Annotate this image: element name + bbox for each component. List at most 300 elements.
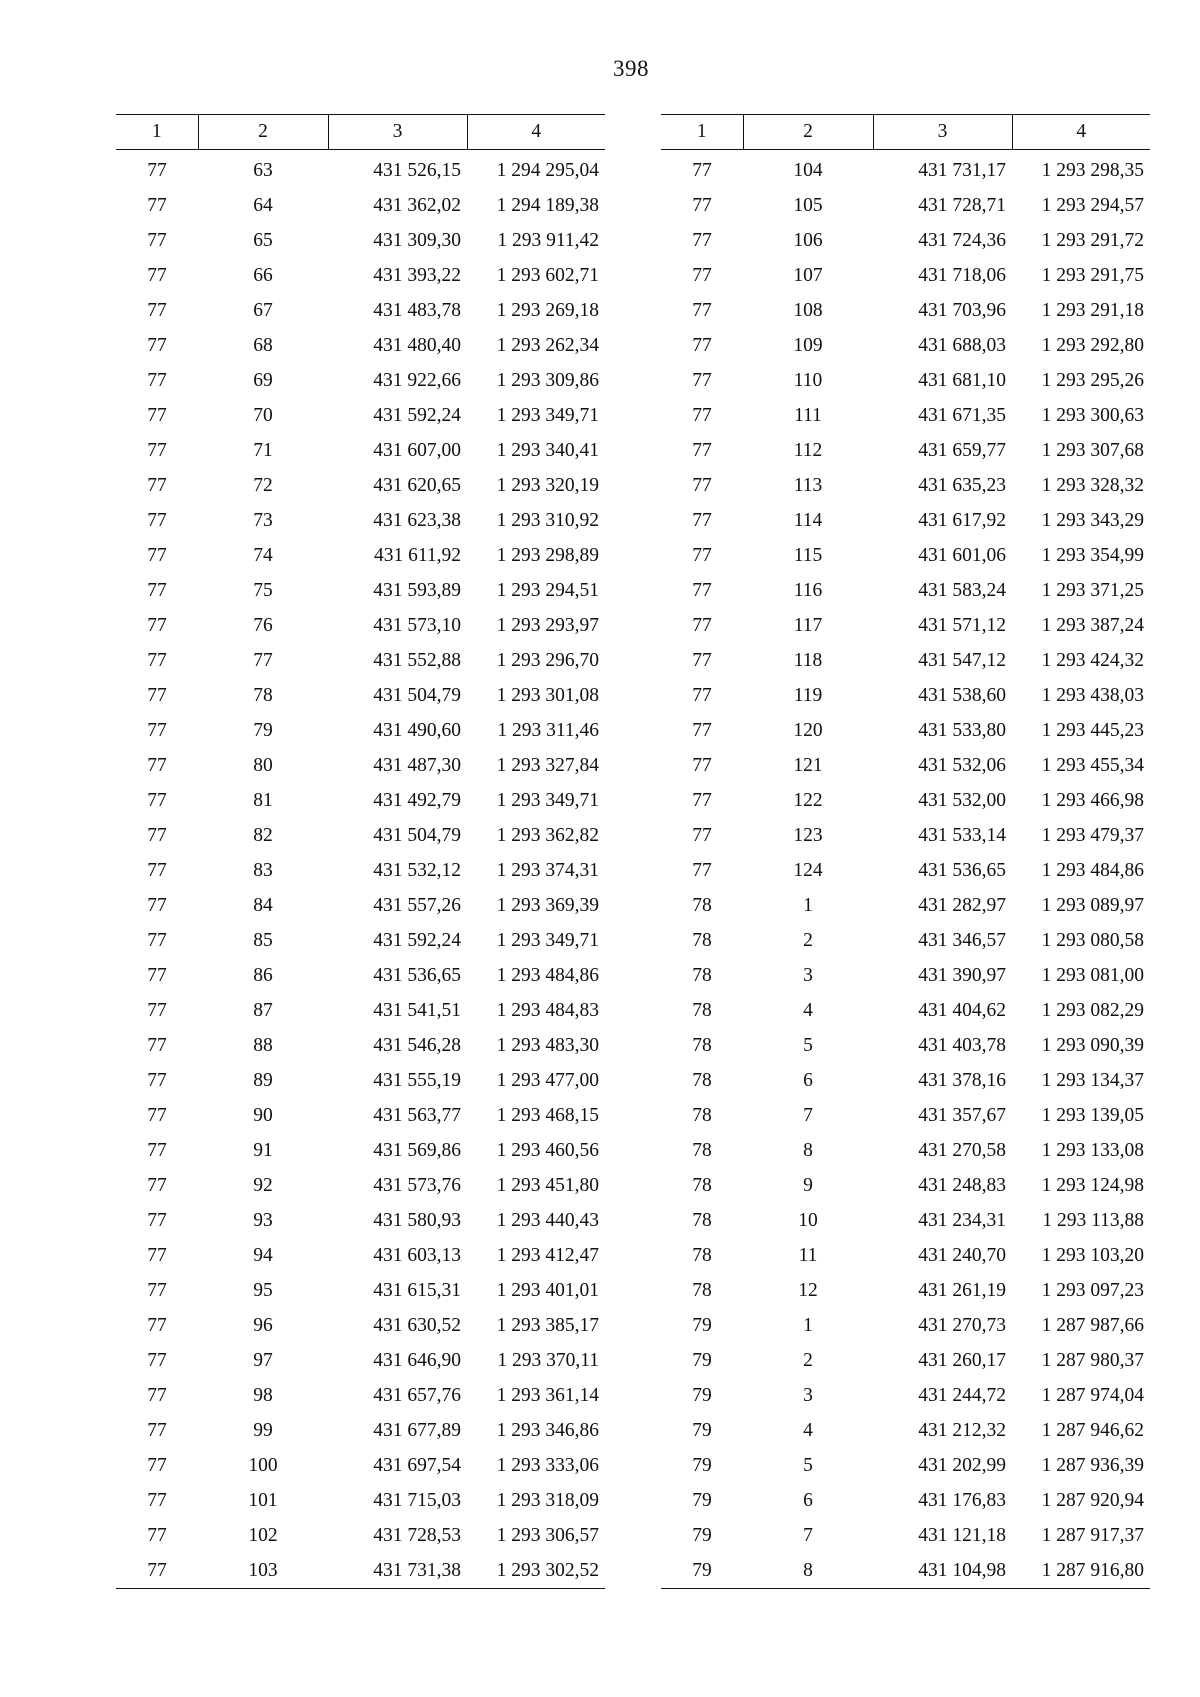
table-cell: 77: [692, 579, 712, 601]
table-row: [661, 783, 1150, 818]
table-cell: 431 483,78: [373, 299, 461, 321]
table-cell: 431 490,60: [373, 719, 461, 741]
table-cell: 84: [253, 894, 273, 916]
table-row: [116, 1273, 605, 1308]
table-cell: 2: [803, 929, 813, 951]
table-cell: 77: [147, 1384, 167, 1406]
table-cell: 1 293 318,09: [496, 1489, 599, 1511]
table-cell: 122: [793, 789, 823, 811]
table-cell: 1 293 310,92: [496, 509, 599, 531]
table-cell: 431 234,31: [918, 1209, 1006, 1231]
table-cell: 431 260,17: [918, 1349, 1006, 1371]
table-cell: 431 504,79: [373, 684, 461, 706]
table-row: [661, 1448, 1150, 1483]
table-cell: 431 393,22: [373, 264, 461, 286]
table-cell: 77: [147, 859, 167, 881]
table-cell: 431 261,19: [918, 1279, 1006, 1301]
table-cell: 1 293 466,98: [1041, 789, 1144, 811]
table-cell: 98: [253, 1384, 273, 1406]
table-cell: 77: [253, 649, 273, 671]
table-row: [116, 958, 605, 993]
table-row: [116, 293, 605, 328]
table-cell: 431 573,10: [373, 614, 461, 636]
table-cell: 94: [253, 1244, 273, 1266]
table-cell: 1 293 103,20: [1041, 1244, 1144, 1266]
table-cell: 1 293 113,88: [1042, 1209, 1144, 1231]
table-cell: 1 293 602,71: [496, 264, 599, 286]
table-row: [116, 1098, 605, 1133]
table-cell: 1 293 262,34: [496, 334, 599, 356]
table-cell: 88: [253, 1034, 273, 1056]
table-cell: 74: [253, 544, 273, 566]
table-cell: 1 293 460,56: [496, 1139, 599, 1161]
table-cell: 77: [147, 964, 167, 986]
table-row: [661, 538, 1150, 573]
table-cell: 77: [692, 859, 712, 881]
table-cell: 115: [793, 544, 823, 566]
table-cell: 78: [692, 1069, 712, 1091]
table-cell: 431 282,97: [918, 894, 1006, 916]
table-cell: 431 731,17: [918, 159, 1006, 181]
table-cell: 112: [793, 439, 823, 461]
table-cell: 77: [147, 334, 167, 356]
table-cell: 3: [803, 964, 813, 986]
table-row: [116, 1238, 605, 1273]
table-cell: 105: [793, 194, 823, 216]
table-cell: 77: [147, 1524, 167, 1546]
table-cell: 77: [147, 1209, 167, 1231]
table-row: [661, 608, 1150, 643]
table-cell: 1 293 306,57: [496, 1524, 599, 1546]
table-cell: 431 607,00: [373, 439, 461, 461]
table-header-row: [116, 115, 605, 150]
page-number: 398: [613, 56, 649, 81]
table-cell: 77: [147, 894, 167, 916]
table-cell: 8: [803, 1139, 813, 1161]
table-cell: 77: [147, 1279, 167, 1301]
table-row: [116, 188, 605, 223]
table-cell: 1 293 483,30: [496, 1034, 599, 1056]
table-cell: 431 546,28: [373, 1034, 461, 1056]
table-cell: 431 724,36: [918, 229, 1006, 251]
table-row: [116, 573, 605, 608]
table-row: [661, 713, 1150, 748]
table-cell: 431 357,67: [918, 1104, 1006, 1126]
table-row: [661, 1238, 1150, 1273]
table-cell: 8: [743, 1553, 873, 1589]
table-cell: 431 533,14: [918, 824, 1006, 846]
table-cell: 77: [692, 159, 712, 181]
table-cell: 77: [147, 544, 167, 566]
table-cell: 431 630,52: [373, 1314, 461, 1336]
table-cell: 77: [692, 649, 712, 671]
table-cell: 77: [692, 369, 712, 391]
table-cell: 431 378,16: [918, 1069, 1006, 1091]
table-cell: 77: [147, 474, 167, 496]
table-cell: 77: [147, 1419, 167, 1441]
table-cell: 431 270,73: [918, 1314, 1006, 1336]
table-row: [661, 468, 1150, 503]
table-cell: 1 293 479,37: [1041, 824, 1144, 846]
table-cell: 431 240,70: [918, 1244, 1006, 1266]
table-row: [116, 468, 605, 503]
table-cell: 431 671,35: [918, 404, 1006, 426]
table-row: [116, 258, 605, 293]
table-cell: 431 635,23: [918, 474, 1006, 496]
table-cell: 1 293 361,14: [496, 1384, 599, 1406]
table-cell: 78: [692, 1174, 712, 1196]
table-cell: 77: [147, 684, 167, 706]
table-cell: 66: [253, 264, 273, 286]
table-cell: 79: [692, 1384, 712, 1406]
table-cell: 79: [692, 1454, 712, 1476]
table-cell: 1 293 374,31: [496, 859, 599, 881]
table-row: [116, 1343, 605, 1378]
table-cell: 78: [692, 1209, 712, 1231]
table-cell: 69: [253, 369, 273, 391]
table-cell: 77: [147, 1454, 167, 1476]
table-cell: 431 538,60: [918, 684, 1006, 706]
table-cell: 77: [147, 754, 167, 776]
table-cell: 78: [692, 1244, 712, 1266]
table-row: [116, 643, 605, 678]
table-cell: 118: [793, 649, 823, 671]
table-cell: 63: [253, 159, 273, 181]
table-cell: 91: [253, 1139, 273, 1161]
table-cell: 79: [661, 1553, 743, 1589]
table-cell: 1 293 340,41: [496, 439, 599, 461]
table-cell: 1 293 440,43: [496, 1209, 599, 1231]
table-cell: 431 611,92: [373, 544, 461, 566]
table-cell: 77: [147, 1104, 167, 1126]
column-header: 4: [1012, 115, 1150, 150]
table-cell: 431 715,03: [373, 1489, 461, 1511]
table-cell: 1 287 974,04: [1041, 1384, 1144, 1406]
table-cell: 77: [692, 474, 712, 496]
table-cell: 1 293 133,08: [1041, 1139, 1144, 1161]
table-cell: 1 293 327,84: [496, 754, 599, 776]
table-row: [116, 923, 605, 958]
table-cell: 431 697,54: [373, 1454, 461, 1476]
table-cell: 1 293 296,70: [496, 649, 599, 671]
table-cell: 431 603,13: [373, 1244, 461, 1266]
table-cell: 1 287 980,37: [1041, 1349, 1144, 1371]
table-row: [116, 1378, 605, 1413]
table-cell: 123: [793, 824, 823, 846]
table-row: [661, 888, 1150, 923]
table-row: [661, 818, 1150, 853]
table-row: [116, 503, 605, 538]
table-cell: 77: [692, 719, 712, 741]
table-row: [116, 1133, 605, 1168]
table-cell: 1 293 343,29: [1041, 509, 1144, 531]
table-cell: 1 293 307,68: [1041, 439, 1144, 461]
column-header: 3: [328, 115, 467, 150]
table-cell: 1 293 455,34: [1041, 754, 1144, 776]
table-cell: 431 623,38: [373, 509, 461, 531]
table-cell: 77: [147, 264, 167, 286]
table-cell: 1 293 302,52: [467, 1553, 605, 1589]
table-row: [661, 573, 1150, 608]
table-cell: 104: [793, 159, 823, 181]
table-row: [116, 1483, 605, 1518]
table-row: [116, 748, 605, 783]
table-cell: 77: [692, 404, 712, 426]
table-cell: 77: [147, 369, 167, 391]
table-row: [116, 1308, 605, 1343]
table-row: [661, 1553, 1150, 1589]
table-cell: 77: [147, 194, 167, 216]
table-cell: 1 293 477,00: [496, 1069, 599, 1091]
table-row: [661, 328, 1150, 363]
table-cell: 1 293 082,29: [1041, 999, 1144, 1021]
table-row: [661, 258, 1150, 293]
table-row: [661, 1483, 1150, 1518]
table-cell: 6: [803, 1069, 813, 1091]
table-row: [661, 923, 1150, 958]
table-cell: 431 541,51: [373, 999, 461, 1021]
table-row: [661, 1518, 1150, 1553]
table-cell: 1 293 294,51: [496, 579, 599, 601]
table-row: [661, 1308, 1150, 1343]
table-cell: 79: [692, 1349, 712, 1371]
table-cell: 78: [692, 999, 712, 1021]
table-row: [661, 1203, 1150, 1238]
table-cell: 1 293 291,72: [1041, 229, 1144, 251]
table-cell: 76: [253, 614, 273, 636]
table-cell: 431 646,90: [373, 1349, 461, 1371]
table-cell: 431 536,65: [918, 859, 1006, 881]
table-cell: 1 293 369,39: [496, 894, 599, 916]
table-cell: 97: [253, 1349, 273, 1371]
table-cell: 77: [692, 544, 712, 566]
table-cell: 1 287 917,37: [1041, 1524, 1144, 1546]
table-cell: 75: [253, 579, 273, 601]
table-cell: 431 731,38: [328, 1553, 467, 1589]
table-cell: 99: [253, 1419, 273, 1441]
table-row: [661, 853, 1150, 888]
table-cell: 83: [253, 859, 273, 881]
table-cell: 431 362,02: [373, 194, 461, 216]
table-row: [116, 433, 605, 468]
table-cell: 1 294 189,38: [496, 194, 599, 216]
table-cell: 6: [803, 1489, 813, 1511]
table-cell: 431 121,18: [918, 1524, 1006, 1546]
table-cell: 1 287 936,39: [1041, 1454, 1144, 1476]
table-cell: 11: [798, 1244, 818, 1266]
table-cell: 7: [803, 1104, 813, 1126]
table-cell: 431 593,89: [373, 579, 461, 601]
table-row: [116, 608, 605, 643]
table-cell: 77: [147, 299, 167, 321]
table-cell: 85: [253, 929, 273, 951]
table-cell: 79: [692, 1314, 712, 1336]
table-cell: 1 293 298,89: [496, 544, 599, 566]
table-cell: 77: [147, 579, 167, 601]
table-row: [661, 293, 1150, 328]
table-cell: 1 287 946,62: [1041, 1419, 1144, 1441]
table-cell: 77: [692, 194, 712, 216]
table-row: [116, 888, 605, 923]
table-cell: 1 293 438,03: [1041, 684, 1144, 706]
column-header: 3: [873, 115, 1012, 150]
table-cell: 79: [692, 1489, 712, 1511]
column-header: 1: [116, 115, 198, 150]
table-cell: 431 563,77: [373, 1104, 461, 1126]
table-cell: 81: [253, 789, 273, 811]
table-cell: 1 293 292,80: [1041, 334, 1144, 356]
table-cell: 431 601,06: [918, 544, 1006, 566]
table-cell: 90: [253, 1104, 273, 1126]
table-cell: 1 293 294,57: [1041, 194, 1144, 216]
table-row: [116, 1063, 605, 1098]
table-row: [661, 223, 1150, 258]
table-cell: 1 287 987,66: [1041, 1314, 1144, 1336]
table-cell: 79: [253, 719, 273, 741]
table-cell: 1 293 412,47: [496, 1244, 599, 1266]
table-cell: 431 583,24: [918, 579, 1006, 601]
table-cell: 431 248,83: [918, 1174, 1006, 1196]
table-cell: 431 552,88: [373, 649, 461, 671]
table-row: [661, 748, 1150, 783]
table-cell: 77: [147, 509, 167, 531]
table-cell: 1 293 080,58: [1041, 929, 1144, 951]
table-cell: 1 287 920,94: [1041, 1489, 1144, 1511]
table-cell: 431 104,98: [873, 1553, 1012, 1589]
table-cell: 431 571,12: [918, 614, 1006, 636]
table-cell: 79: [692, 1419, 712, 1441]
table-cell: 4: [803, 999, 813, 1021]
table-cell: 431 270,58: [918, 1139, 1006, 1161]
table-row: [661, 398, 1150, 433]
table-cell: 77: [147, 1349, 167, 1371]
table-cell: 431 703,96: [918, 299, 1006, 321]
table-cell: 1 293 291,18: [1041, 299, 1144, 321]
table-cell: 73: [253, 509, 273, 531]
table-cell: 431 309,30: [373, 229, 461, 251]
table-cell: 431 681,10: [918, 369, 1006, 391]
table-cell: 77: [147, 439, 167, 461]
table-cell: 431 657,76: [373, 1384, 461, 1406]
table-cell: 431 487,30: [373, 754, 461, 776]
table-row: [661, 363, 1150, 398]
table-cell: 70: [253, 404, 273, 426]
table-cell: 77: [692, 614, 712, 636]
table-row: [661, 1168, 1150, 1203]
table-cell: 77: [147, 649, 167, 671]
table-cell: 431 532,12: [373, 859, 461, 881]
table-row: [661, 1028, 1150, 1063]
table-cell: 101: [248, 1489, 278, 1511]
table-cell: 1 293 401,01: [496, 1279, 599, 1301]
table-cell: 431 659,77: [918, 439, 1006, 461]
table-cell: 1 293 349,71: [496, 929, 599, 951]
table-row: [116, 1553, 605, 1589]
table-cell: 77: [692, 299, 712, 321]
table-cell: 117: [793, 614, 823, 636]
table-cell: 77: [147, 999, 167, 1021]
table-cell: 113: [793, 474, 823, 496]
table-cell: 1 287 916,80: [1012, 1553, 1150, 1589]
table-cell: 77: [692, 684, 712, 706]
table-cell: 114: [793, 509, 823, 531]
table-cell: 106: [793, 229, 823, 251]
table-cell: 77: [147, 614, 167, 636]
table-row: [116, 713, 605, 748]
table-cell: 77: [147, 824, 167, 846]
column-header: 2: [198, 115, 328, 150]
table-cell: 431 592,24: [373, 929, 461, 951]
table-cell: 1 293 362,82: [496, 824, 599, 846]
table-row: [116, 398, 605, 433]
table-cell: 77: [692, 439, 712, 461]
table-cell: 109: [793, 334, 823, 356]
table-cell: 1 293 354,99: [1041, 544, 1144, 566]
table-cell: 78: [692, 1104, 712, 1126]
table-cell: 431 547,12: [918, 649, 1006, 671]
table-row: [661, 503, 1150, 538]
table-cell: 431 480,40: [373, 334, 461, 356]
table-cell: 77: [147, 1174, 167, 1196]
table-cell: 78: [692, 1139, 712, 1161]
table-cell: 1 293 134,37: [1041, 1069, 1144, 1091]
table-cell: 110: [793, 369, 823, 391]
table-row: [116, 678, 605, 713]
table-cell: 78: [692, 1279, 712, 1301]
table-row: [661, 678, 1150, 713]
table-cell: 78: [692, 894, 712, 916]
table-cell: 124: [793, 859, 823, 881]
table-cell: 431 202,99: [918, 1454, 1006, 1476]
table-cell: 1 293 484,86: [496, 964, 599, 986]
table-cell: 431 922,66: [373, 369, 461, 391]
table-cell: 1 293 311,46: [497, 719, 599, 741]
table-cell: 431 176,83: [918, 1489, 1006, 1511]
table-row: [661, 1378, 1150, 1413]
table-row: [661, 1413, 1150, 1448]
table-row: [661, 1273, 1150, 1308]
table-cell: 431 532,00: [918, 789, 1006, 811]
table-row: [116, 853, 605, 888]
table-cell: 431 677,89: [373, 1419, 461, 1441]
table-cell: 80: [253, 754, 273, 776]
table-cell: 1 293 371,25: [1041, 579, 1144, 601]
coordinates-table-right: [661, 114, 1150, 1589]
table-cell: 431 404,62: [918, 999, 1006, 1021]
table-row: [116, 363, 605, 398]
table-cell: 1 293 320,19: [496, 474, 599, 496]
table-cell: 77: [147, 1069, 167, 1091]
table-cell: 1: [803, 1314, 813, 1336]
table-cell: 1 293 484,86: [1041, 859, 1144, 881]
table-row: [661, 643, 1150, 678]
table-row: [661, 958, 1150, 993]
table-row: [116, 783, 605, 818]
table-row: [116, 223, 605, 258]
table-cell: 102: [248, 1524, 278, 1546]
table-header-row: [661, 115, 1150, 150]
table-cell: 77: [692, 229, 712, 251]
table-cell: 119: [793, 684, 823, 706]
table-cell: 431 592,24: [373, 404, 461, 426]
table-cell: 93: [253, 1209, 273, 1231]
table-cell: 1 293 301,08: [496, 684, 599, 706]
column-header: 4: [467, 115, 605, 150]
table-row: [661, 1133, 1150, 1168]
table-cell: 100: [248, 1454, 278, 1476]
table-cell: 1 293 090,39: [1041, 1034, 1144, 1056]
table-cell: 431 212,32: [918, 1419, 1006, 1441]
